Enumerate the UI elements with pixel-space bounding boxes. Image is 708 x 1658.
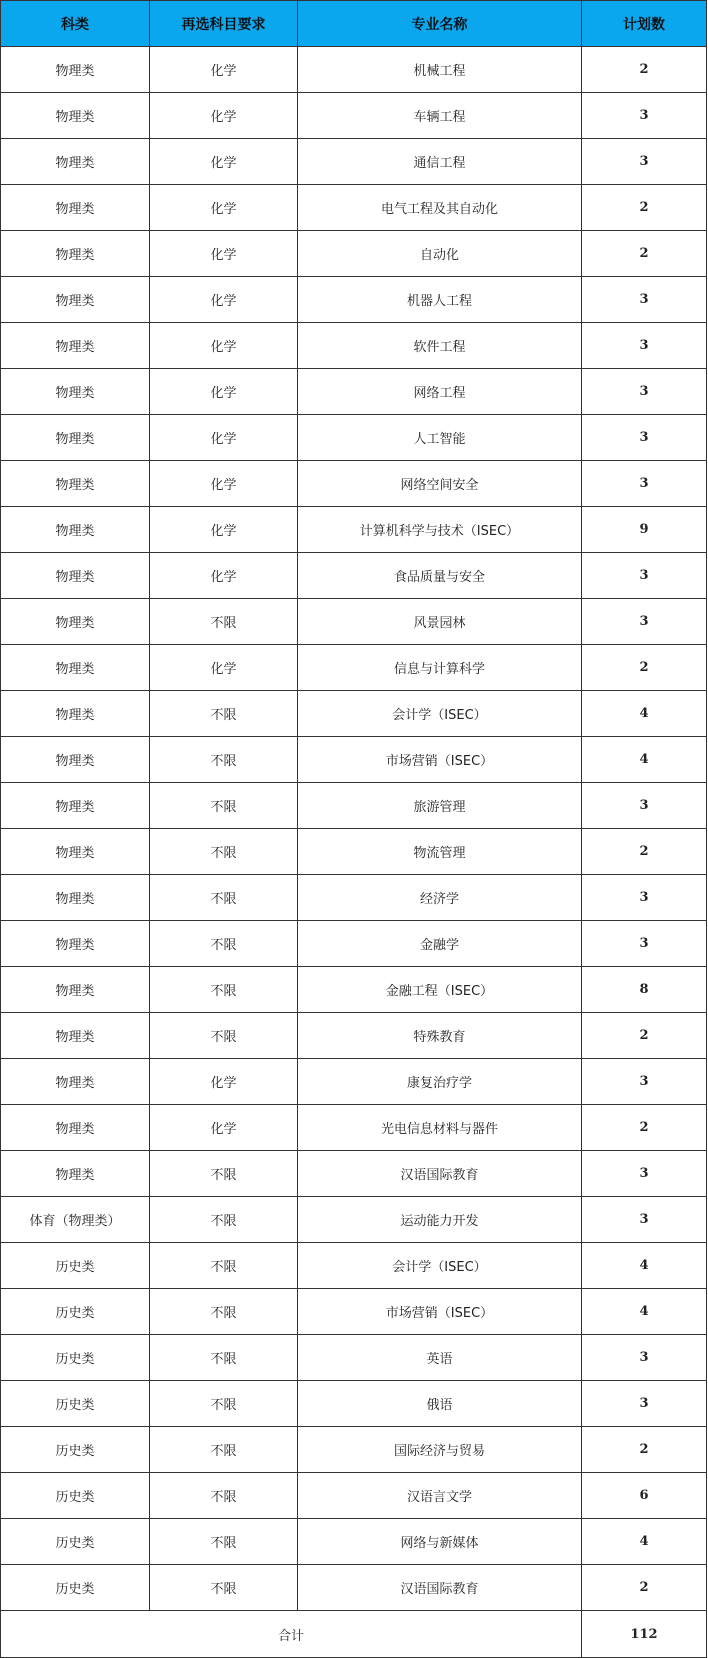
subject-requirement-cell: 不限 (150, 1473, 298, 1519)
major-name-cell: 机器人工程 (298, 277, 582, 323)
subject-requirement-cell: 不限 (150, 599, 298, 645)
subject-requirement-cell: 化学 (150, 1059, 298, 1105)
major-name-cell: 金融学 (298, 921, 582, 967)
table-row (1, 185, 707, 231)
category-cell: 物理类 (1, 875, 150, 921)
table-row (1, 1105, 707, 1151)
plan-count-cell: 8 (582, 967, 707, 1013)
subject-requirement-cell: 化学 (150, 185, 298, 231)
table-row (1, 1059, 707, 1105)
table-row (1, 369, 707, 415)
table-row (1, 875, 707, 921)
category-cell: 物理类 (1, 185, 150, 231)
table-row (1, 93, 707, 139)
category-cell: 物理类 (1, 139, 150, 185)
category-cell: 物理类 (1, 461, 150, 507)
category-cell: 物理类 (1, 277, 150, 323)
major-name-cell: 汉语言文学 (298, 1473, 582, 1519)
plan-count-cell: 4 (582, 691, 707, 737)
table-row (1, 1473, 707, 1519)
table-row (1, 829, 707, 875)
table-row (1, 507, 707, 553)
table-row (1, 691, 707, 737)
table-row (1, 323, 707, 369)
subject-requirement-cell: 不限 (150, 1565, 298, 1611)
table-row (1, 645, 707, 691)
total-label: 合计 (1, 1611, 582, 1658)
category-cell: 历史类 (1, 1427, 150, 1473)
table-row (1, 737, 707, 783)
subject-requirement-cell: 不限 (150, 1381, 298, 1427)
major-name-cell: 车辆工程 (298, 93, 582, 139)
subject-requirement-cell: 不限 (150, 1243, 298, 1289)
plan-count-cell: 3 (582, 415, 707, 461)
category-cell: 物理类 (1, 93, 150, 139)
category-cell: 历史类 (1, 1381, 150, 1427)
category-cell: 物理类 (1, 645, 150, 691)
category-cell: 历史类 (1, 1565, 150, 1611)
table-row (1, 1013, 707, 1059)
major-name-cell: 食品质量与安全 (298, 553, 582, 599)
header-row (1, 1, 707, 47)
subject-requirement-cell: 化学 (150, 553, 298, 599)
header-major-name: 专业名称 (298, 1, 582, 47)
plan-count-cell: 3 (582, 277, 707, 323)
category-cell: 物理类 (1, 1151, 150, 1197)
plan-count-cell: 2 (582, 231, 707, 277)
category-cell: 物理类 (1, 967, 150, 1013)
major-name-cell: 汉语国际教育 (298, 1151, 582, 1197)
table-row (1, 1289, 707, 1335)
major-name-cell: 康复治疗学 (298, 1059, 582, 1105)
major-name-cell: 计算机科学与技术（ISEC） (298, 507, 582, 553)
table-row (1, 599, 707, 645)
category-cell: 物理类 (1, 553, 150, 599)
plan-count-cell: 3 (582, 1197, 707, 1243)
major-name-cell: 会计学（ISEC） (298, 691, 582, 737)
plan-count-cell: 3 (582, 921, 707, 967)
subject-requirement-cell: 不限 (150, 1519, 298, 1565)
subject-requirement-cell: 不限 (150, 737, 298, 783)
plan-count-cell: 3 (582, 93, 707, 139)
major-name-cell: 特殊教育 (298, 1013, 582, 1059)
header-subject-requirement: 再选科目要求 (150, 1, 298, 47)
table-row (1, 1519, 707, 1565)
major-name-cell: 经济学 (298, 875, 582, 921)
table-row (1, 1197, 707, 1243)
category-cell: 物理类 (1, 921, 150, 967)
total-row (1, 1611, 707, 1658)
table-row (1, 1565, 707, 1611)
plan-count-cell: 4 (582, 737, 707, 783)
subject-requirement-cell: 不限 (150, 1013, 298, 1059)
plan-count-cell: 4 (582, 1289, 707, 1335)
subject-requirement-cell: 化学 (150, 47, 298, 93)
plan-count-cell: 3 (582, 461, 707, 507)
category-cell: 物理类 (1, 231, 150, 277)
subject-requirement-cell: 不限 (150, 1197, 298, 1243)
category-cell: 物理类 (1, 783, 150, 829)
major-name-cell: 网络工程 (298, 369, 582, 415)
plan-count-cell: 2 (582, 1105, 707, 1151)
plan-count-cell: 2 (582, 829, 707, 875)
major-name-cell: 软件工程 (298, 323, 582, 369)
category-cell: 历史类 (1, 1243, 150, 1289)
subject-requirement-cell: 化学 (150, 507, 298, 553)
plan-count-cell: 3 (582, 1381, 707, 1427)
subject-requirement-cell: 化学 (150, 231, 298, 277)
major-name-cell: 汉语国际教育 (298, 1565, 582, 1611)
major-name-cell: 光电信息材料与器件 (298, 1105, 582, 1151)
category-cell: 历史类 (1, 1335, 150, 1381)
plan-count-cell: 4 (582, 1243, 707, 1289)
table-row (1, 553, 707, 599)
major-name-cell: 英语 (298, 1335, 582, 1381)
plan-count-cell: 3 (582, 1151, 707, 1197)
plan-count-cell: 2 (582, 1013, 707, 1059)
major-name-cell: 国际经济与贸易 (298, 1427, 582, 1473)
subject-requirement-cell: 化学 (150, 461, 298, 507)
table-row (1, 231, 707, 277)
table-row (1, 967, 707, 1013)
category-cell: 物理类 (1, 599, 150, 645)
subject-requirement-cell: 不限 (150, 875, 298, 921)
table-row (1, 277, 707, 323)
subject-requirement-cell: 不限 (150, 783, 298, 829)
table-row (1, 1243, 707, 1289)
subject-requirement-cell: 不限 (150, 921, 298, 967)
category-cell: 历史类 (1, 1289, 150, 1335)
major-name-cell: 物流管理 (298, 829, 582, 875)
subject-requirement-cell: 化学 (150, 369, 298, 415)
category-cell: 历史类 (1, 1519, 150, 1565)
category-cell: 物理类 (1, 737, 150, 783)
plan-count-cell: 2 (582, 645, 707, 691)
subject-requirement-cell: 化学 (150, 277, 298, 323)
plan-count-cell: 3 (582, 553, 707, 599)
table-row (1, 415, 707, 461)
plan-count-cell: 2 (582, 185, 707, 231)
header-category: 科类 (1, 1, 150, 47)
header-plan-count: 计划数 (582, 1, 707, 47)
subject-requirement-cell: 化学 (150, 1105, 298, 1151)
major-name-cell: 市场营销（ISEC） (298, 1289, 582, 1335)
subject-requirement-cell: 不限 (150, 967, 298, 1013)
table-row (1, 1381, 707, 1427)
subject-requirement-cell: 不限 (150, 1289, 298, 1335)
major-name-cell: 旅游管理 (298, 783, 582, 829)
category-cell: 物理类 (1, 47, 150, 93)
subject-requirement-cell: 不限 (150, 691, 298, 737)
major-name-cell: 运动能力开发 (298, 1197, 582, 1243)
major-name-cell: 网络空间安全 (298, 461, 582, 507)
category-cell: 物理类 (1, 1013, 150, 1059)
plan-count-cell: 2 (582, 1565, 707, 1611)
table-row (1, 139, 707, 185)
major-name-cell: 信息与计算科学 (298, 645, 582, 691)
table-row (1, 783, 707, 829)
plan-count-cell: 2 (582, 47, 707, 93)
subject-requirement-cell: 不限 (150, 1151, 298, 1197)
category-cell: 体育（物理类） (1, 1197, 150, 1243)
major-name-cell: 自动化 (298, 231, 582, 277)
major-name-cell: 市场营销（ISEC） (298, 737, 582, 783)
plan-count-cell: 3 (582, 139, 707, 185)
major-name-cell: 电气工程及其自动化 (298, 185, 582, 231)
table-row (1, 1151, 707, 1197)
category-cell: 物理类 (1, 691, 150, 737)
plan-count-cell: 9 (582, 507, 707, 553)
plan-count-cell: 3 (582, 599, 707, 645)
category-cell: 物理类 (1, 323, 150, 369)
major-name-cell: 机械工程 (298, 47, 582, 93)
major-name-cell: 会计学（ISEC） (298, 1243, 582, 1289)
category-cell: 物理类 (1, 1105, 150, 1151)
table-row (1, 921, 707, 967)
plan-count-cell: 3 (582, 369, 707, 415)
subject-requirement-cell: 化学 (150, 93, 298, 139)
plan-count-cell: 3 (582, 875, 707, 921)
table-row (1, 1335, 707, 1381)
major-name-cell: 网络与新媒体 (298, 1519, 582, 1565)
category-cell: 物理类 (1, 1059, 150, 1105)
plan-count-cell: 3 (582, 1059, 707, 1105)
table-row (1, 47, 707, 93)
plan-count-cell: 3 (582, 783, 707, 829)
category-cell: 物理类 (1, 369, 150, 415)
plan-count-cell: 6 (582, 1473, 707, 1519)
total-value: 112 (582, 1611, 707, 1658)
plan-count-cell: 2 (582, 1427, 707, 1473)
major-name-cell: 金融工程（ISEC） (298, 967, 582, 1013)
plan-count-cell: 3 (582, 323, 707, 369)
subject-requirement-cell: 化学 (150, 415, 298, 461)
category-cell: 物理类 (1, 507, 150, 553)
category-cell: 物理类 (1, 829, 150, 875)
subject-requirement-cell: 化学 (150, 323, 298, 369)
major-name-cell: 俄语 (298, 1381, 582, 1427)
category-cell: 历史类 (1, 1473, 150, 1519)
major-name-cell: 风景园林 (298, 599, 582, 645)
table-row (1, 461, 707, 507)
subject-requirement-cell: 不限 (150, 1427, 298, 1473)
major-name-cell: 人工智能 (298, 415, 582, 461)
major-name-cell: 通信工程 (298, 139, 582, 185)
subject-requirement-cell: 化学 (150, 645, 298, 691)
category-cell: 物理类 (1, 415, 150, 461)
table-row (1, 1427, 707, 1473)
plan-count-cell: 3 (582, 1335, 707, 1381)
subject-requirement-cell: 不限 (150, 1335, 298, 1381)
plan-count-cell: 4 (582, 1519, 707, 1565)
subject-requirement-cell: 化学 (150, 139, 298, 185)
subject-requirement-cell: 不限 (150, 829, 298, 875)
